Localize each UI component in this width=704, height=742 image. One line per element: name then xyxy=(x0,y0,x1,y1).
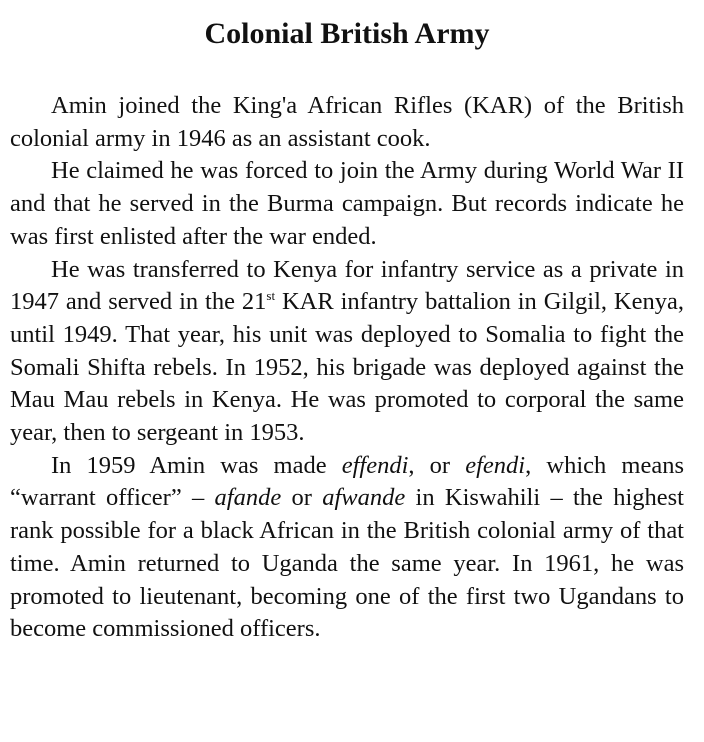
paragraph-4 xyxy=(10,450,684,646)
ordinal-suffix: st xyxy=(266,288,276,304)
paragraph-2: He claimed he was forced to join the Army during World War II and that he served in the Burma campaign. But records indicate he was first enlisted after the war ended. xyxy=(10,157,684,250)
paragraph-4-text-e: in Kiswahili – the highest rank possible for a black African in the British colonial army of that time. Amin returned to Uganda the same year. In 1961, he was promoted to lieutenant, becoming one of the first two Ugandans to become commissioned officers. xyxy=(10,484,684,643)
paragraph-4-text-a: In 1959 Amin was made xyxy=(51,451,342,479)
paragraph-3-text-a: He was transferred to Kenya for infantry service as a private in 1947 and served in the 21 xyxy=(10,255,684,316)
term-afande: afande xyxy=(214,484,282,512)
term-afwande: afwande xyxy=(322,484,406,512)
document-body xyxy=(10,90,684,646)
paragraph-1: Amin joined the King'a African Rifles (KAR) of the British colonial army in 1946 as an assistant cook. xyxy=(10,92,684,152)
paragraph-4-text-b: , or xyxy=(408,451,466,479)
term-efendi: efendi xyxy=(465,451,526,479)
document-page xyxy=(10,0,684,646)
term-effendi: effendi xyxy=(341,451,409,479)
paragraph-3-text-b: KAR infantry battalion in Gilgil, Kenya, until 1949. That year, his unit was deployed to Somalia to fight the Somali Shifta rebels. In 1952, his brigade was deployed against the Mau Mau rebels in Kenya. He was promoted to corporal the same year, then to sergeant in 1953. xyxy=(10,288,684,447)
page-title: Colonial British Army xyxy=(204,17,490,50)
paragraph-3 xyxy=(10,254,684,450)
paragraph-4-text-c: , which means “warrant officer” – xyxy=(10,451,684,512)
paragraph-4-text-d: or xyxy=(281,484,323,512)
